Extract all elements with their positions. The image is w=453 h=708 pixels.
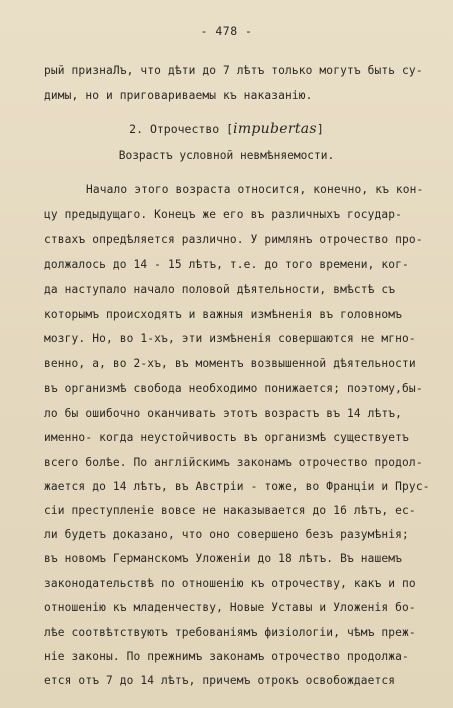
section-title	[0, 121, 453, 137]
latin-note-open: [	[219, 122, 234, 136]
text-line: ствахъ опредѣляется различно. У римлянъ отрочество про-	[44, 233, 423, 246]
text-line: которымъ происходятъ и важныя измѣненія въ головномъ	[44, 308, 403, 321]
text-line: да наступало начало половой дѣятельности, вмѣстѣ съ	[44, 283, 396, 296]
text-line: въ новомъ Германскомъ Уложеніи до 18 лѣтъ. Въ нашемъ	[44, 552, 403, 565]
text-line: законодательствѣ по отношенію къ отрочеству, какъ и по	[44, 577, 416, 590]
latin-note: impubertas	[233, 121, 317, 137]
text-line: должалось до 14 - 15 лѣтъ, т.е. до того времени, ког-	[44, 258, 409, 271]
text-line: мозгу. Но, во 1-хъ, эти измѣненія совершаются не мгно-	[44, 332, 416, 345]
text-line: венно, а, во 2-хъ, въ моментъ возвышенной дѣятельности	[44, 357, 416, 370]
text-line: именно- когда неустойчивость въ организмѣ существуетъ	[44, 431, 409, 444]
text-line: всего болѣе. По англійскимъ законамъ отрочество продол-	[44, 456, 423, 469]
text-line: отношенію къ младенчеству, Новые Уставы и Уложенія бо-	[44, 601, 416, 614]
section-subtitle: Возрастъ условной невмѣняемости.	[118, 149, 335, 162]
text-line: рый признаЛъ, что дѣти до 7 лѣтъ только могутъ быть су-	[44, 64, 423, 77]
text-line: цу предыдущаго. Конецъ же его въ различныхъ государ-	[44, 208, 403, 221]
text-line: въ организмѣ свобода необходимо понижается; поэтому,бы-	[44, 382, 423, 395]
text-line: ло бы ошибочно оканчивать этотъ возрастъ въ 14 лѣтъ,	[44, 407, 403, 420]
latin-note-close: ]	[316, 122, 324, 136]
text-line: Начало этого возраста относится, конечно, къ кон-	[86, 183, 424, 196]
text-line: ли будетъ доказано, что оно совершено безъ разумѣнія;	[44, 528, 409, 541]
text-line: сіи преступленіе вовсе не наказывается до 16 лѣтъ, ес-	[44, 504, 416, 517]
text-line: димы, но и приговариваемы къ наказанію.	[44, 89, 313, 102]
text-line: жается до 14 лѣтъ, въ Австріи - тоже, во Франціи и Прус-	[44, 480, 430, 493]
section-title-text: 2. Отрочество	[129, 122, 220, 136]
page-number: - 478 -	[200, 24, 253, 38]
text-line: ніе законы. По прежнимъ законамъ отрочество продолжа-	[44, 650, 409, 663]
text-line: лѣе соотвѣтствуютъ требованіямъ физіологіи, чѣмъ преж-	[44, 626, 416, 639]
text-line: ется отъ 7 до 14 лѣтъ, причемъ отрокъ освобождается	[44, 674, 396, 687]
